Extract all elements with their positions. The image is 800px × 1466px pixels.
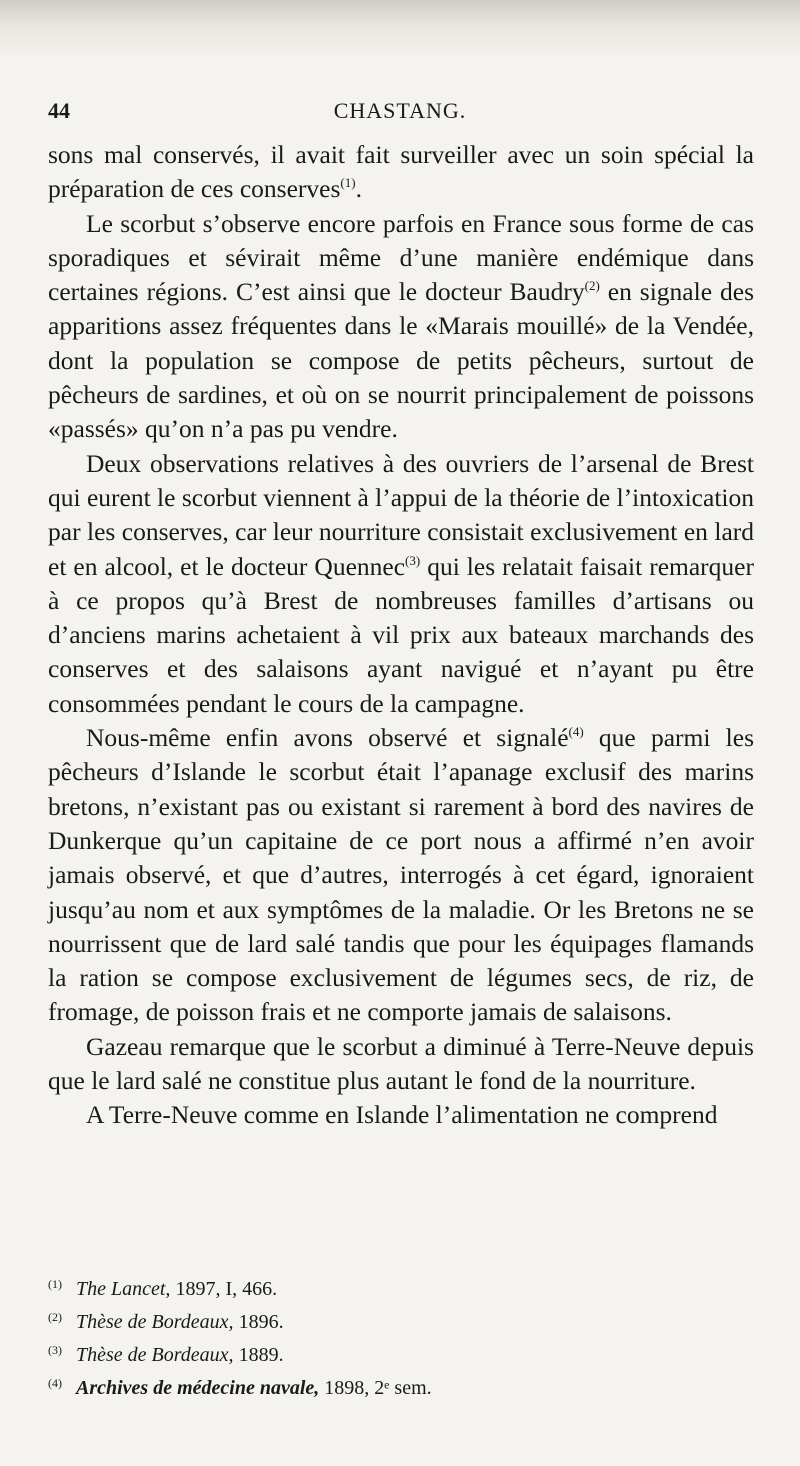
paragraph-5 <box>48 1030 754 1099</box>
footnote-ref-3: (3) <box>405 552 421 568</box>
paragraph-text: Deux observations relatives à des ouvriers de l’arsenal de Brest qui eurent le scorbut viennent à l’appui de la théorie de l’intoxication par les conserves, car leur nourriture consistait exclusivement en lard et en alcool, et le docteur Quennec <box>48 448 754 581</box>
footnote-number: (3) <box>48 1343 62 1357</box>
footnote-source: The Lancet, <box>76 1278 171 1300</box>
paragraph-text: sons mal conservés, il avait fait surveiller avec un soin spécial la préparation de ces conserves <box>48 140 754 204</box>
page-header <box>48 98 752 130</box>
paragraph-1 <box>48 138 754 207</box>
paragraph-4 <box>48 721 754 1030</box>
paragraph-text: . <box>355 174 362 204</box>
page-number: 44 <box>48 98 70 123</box>
footnote-detail: 1889. <box>233 1344 284 1366</box>
footnote-detail: 1897, I, 466. <box>170 1278 278 1300</box>
footnote-number: (1) <box>48 1277 62 1291</box>
footnote-number: (2) <box>48 1310 62 1324</box>
footnote-number: (4) <box>48 1376 62 1390</box>
footnote-ref-1: (1) <box>340 175 356 191</box>
footnote-2 <box>48 1303 754 1336</box>
footnote-source: Thèse de Bordeaux, <box>76 1311 234 1333</box>
paragraph-text: qui les relatait faisait remarquer à ce propos qu’à Brest de nombreuses familles d’artisans ou d’anciens marins achetaient à vil prix aux bateaux marchands des conserves et des salaisons ayant navigué et n’ayant pu être consommées pendant le cours de la campagne. <box>48 551 754 718</box>
paragraph-6 <box>48 1098 754 1132</box>
footnote-source: Thèse de Bordeaux, <box>76 1344 234 1366</box>
footnote-detail: 1898, 2ᵉ sem. <box>319 1377 432 1399</box>
running-title: CHASTANG. <box>333 98 467 123</box>
footnote-detail: 1896. <box>233 1311 284 1333</box>
paragraph-text: A Terre-Neuve comme en Islande l’alimentation ne comprend <box>86 1100 718 1130</box>
paragraph-2 <box>48 207 754 447</box>
footnote-source: Archives de médecine navale, <box>76 1377 320 1399</box>
paragraph-text: Nous-même enfin avons observé et signalé <box>86 723 569 753</box>
footnote-ref-4: (4) <box>568 724 584 740</box>
footnotes <box>48 1270 754 1402</box>
paragraph-3 <box>48 447 754 721</box>
paragraph-text: que parmi les pêcheurs d’Islande le scorbut était l’apanage exclusif des marins bretons, n’existant pas ou existant si rarement à bord des navires de Dunkerque qu’un capitaine de ce port nous a affirmé n’en avoir jamais observé, et que d’autres, interrogés à cet égard, ignoraient jusqu’au nom et aux symptômes de la maladie. Or les Bretons ne se nourrissent que de lard salé tandis que pour les équipages flamands la ration se compose exclusivement de légumes secs, de riz, de fromage, de poisson frais et ne comporte jamais de salaisons. <box>48 723 754 1027</box>
body-text <box>48 138 754 1133</box>
footnote-1 <box>48 1270 754 1303</box>
paragraph-text: en signale des apparitions assez fréquentes dans le «Marais mouillé» de la Vendée, dont la population se compose de petits pêcheurs, surtout de pêcheurs de sardines, et où on se nourrit principalement de poissons «passés» qu’on n’a pas pu vendre. <box>48 277 754 444</box>
paragraph-text: Le scorbut s’observe encore parfois en France sous forme de cas sporadiques et sévirait même d’une manière endémique dans certaines régions. C’est ainsi que le docteur Baudry <box>48 208 754 307</box>
footnote-4 <box>48 1369 754 1402</box>
footnote-ref-2: (2) <box>584 278 600 294</box>
footnote-3 <box>48 1336 754 1369</box>
paragraph-text: Gazeau remarque que le scorbut a diminué à Terre-Neuve depuis que le lard salé ne constitue plus autant le fond de la nourriture. <box>48 1031 754 1096</box>
